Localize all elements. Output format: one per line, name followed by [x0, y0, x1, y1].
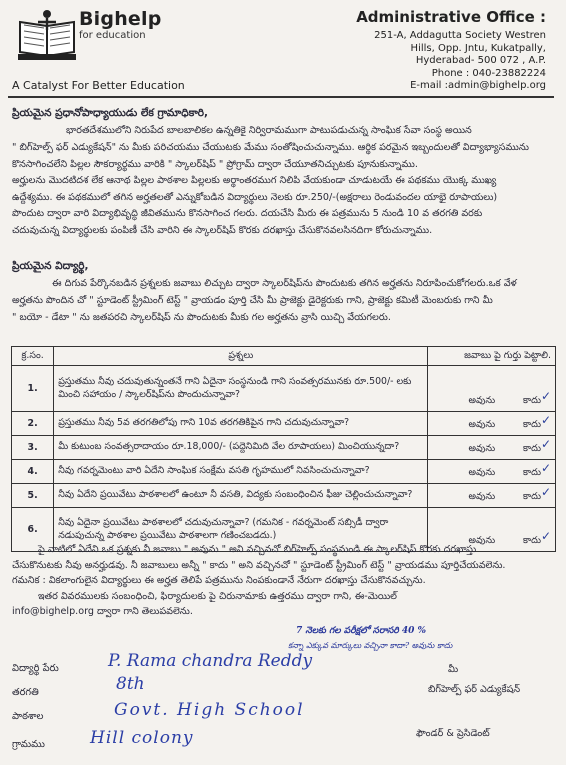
tagline: A Catalyst For Better Education	[12, 79, 185, 92]
office-title: Administrative Office :	[356, 8, 546, 26]
row-number: 5.	[12, 484, 54, 508]
table-row	[12, 366, 556, 412]
paragraph-1-cont	[12, 140, 550, 239]
salutation-student: ప్రియమైన విద్యార్థి,	[12, 260, 89, 272]
answer-cell[interactable]	[428, 436, 556, 460]
table-row	[12, 412, 556, 436]
paragraph-line: పొందుట ద్వారా వారి విద్యాభివృద్ధి జీవితమును కొనసాగించ గలరు. దయచేసి మీరు ఈ పత్రమును 5 నుండి 10 వ తరగతి వరకు	[12, 208, 483, 219]
paragraph-line: అర్హతను పొందిన చో " స్టూడెంట్ స్ట్రీమింగ్ టెస్ట్ " వ్రాయడం పూర్తి చేసి మీ ప్రాజెక్టు డైరెక్టరుకు గాని, ప్రాజెక్టు కమిటీ మెంబరుకు గాని మీ	[12, 295, 493, 306]
paragraph-line: చదువుచున్న విద్యార్థులకు పంపిణీ చేసి వారిని ఈ స్కాలర్‌షిప్ కొరకు దరఖాస్తు చేసుకొనవలసినదిగా కోరుచున్నాము.	[12, 224, 433, 236]
row-question: ప్రస్తుతము నీవు చదువుతున్నంతనే గాని ఏదైనా సంస్థనుండి గాని సంవత్సరమునకు రూ.500/- లకు మించి సహాయం / స్కాలర్‌షిప్‌ను పొందుచున్నావా?	[54, 366, 428, 412]
col-sn-header: క్ర.సం.	[12, 347, 54, 366]
office-line: Hills, Opp. Jntu, Kukatpally,	[410, 42, 546, 54]
table-row	[12, 460, 556, 484]
footer-notes	[12, 542, 552, 620]
answer-cell[interactable]	[428, 484, 556, 508]
no-option[interactable]: కాదు	[523, 491, 541, 502]
no-option[interactable]: కాదు	[523, 395, 541, 406]
paragraph-line: ఈ దిగువ పేర్కొనబడిన ప్రశ్నలకు జవాబు లిచ్చుట ద్వారా స్కాలర్‌షిప్‌ను పొందుటకు తగిన అర్హతను నిరూపించుకోగలరు.ఒక వేళ	[52, 278, 517, 289]
answer-cell[interactable]	[428, 460, 556, 484]
brand-sub: for education	[79, 30, 146, 41]
paragraph-2-cont	[12, 293, 550, 326]
yes-option[interactable]: అవును	[468, 491, 496, 502]
handwritten-note-1: 7 నెలకు గల పరీక్షలో సరాసరి 40 %	[296, 626, 427, 636]
class-value[interactable]: 8th	[116, 674, 145, 694]
school-label: పాఠశాల	[12, 711, 44, 722]
paragraph-line: ఉద్దేశ్యము. ఈ పథకములో తగిన అర్హతలతో ఎన్నుకోబడిన విద్యార్థులు నెలకు రూ.250/-(అక్షరాలు రెండువందల యాభై రూపాయలు)	[12, 191, 498, 203]
paragraph-line: అర్హులను మొదటిదశ లేక ఆనాథ పిల్లల పాఠశాల పిల్లలకు అర్థాంతరముగ నిలిపి వేయకుండా చూడుటయే ఈ పథకము యొక్క ముఖ్య	[12, 175, 497, 186]
row-question: మీ కుటుంబ సంవత్సరాదాయం రూ.18,000/- (పద్దెనిమిది వేల రూపాయలు) మించియున్నదా?	[54, 436, 428, 460]
paragraph-line: " బయో - డేటా " ను జతపరచి స్కాలర్‌షిప్ ను పొందుటకు మీకు గల అర్హతను వ్రాసి యిచ్చి వేయగలరు.	[12, 311, 391, 323]
check-mark-icon: ✓	[540, 413, 551, 427]
no-option[interactable]: కాదు	[523, 419, 541, 430]
answer-cell[interactable]	[428, 366, 556, 412]
table-header-row	[12, 347, 556, 366]
row-question: ప్రస్తుతము నీవు 5వ తరగతిలోపు గాని 10వ తరగతికిపైన గాని చదువుచున్నావా?	[54, 412, 428, 436]
row-number: 1.	[12, 366, 54, 412]
check-mark-icon: ✓	[540, 437, 551, 451]
brand-name: Bighelp	[79, 8, 162, 30]
eligibility-table	[11, 346, 556, 552]
table-row	[12, 484, 556, 508]
footer-line: info@bighelp.org ద్వారా గాని తెలుపవలెను.	[12, 606, 193, 617]
no-option[interactable]: కాదు	[523, 443, 541, 454]
village-value[interactable]: Hill colony	[90, 728, 194, 748]
table-row	[12, 436, 556, 460]
row-question: నీవు ఏదైనా ప్రయివేటు పాఠశాలలో చదువుచున్నావా? (గమనిక - గవర్నమెంట్ సబ్సిడీ ద్వారా నడుపుచున్న పాఠశాల ప్రయివేటు పాఠశాలగా గణించబడదు.)	[54, 508, 428, 552]
header-divider	[8, 96, 554, 98]
brand-block	[79, 8, 162, 41]
no-option[interactable]: కాదు	[523, 535, 541, 546]
student-name-row	[12, 662, 59, 676]
village-row	[12, 738, 45, 752]
school-row	[12, 710, 44, 724]
row-question: నీవు ఏదేని ప్రయివేటు పాఠశాలలో ఉంటూ నీ వసతి, విద్యకు సంబంధించిన ఫీజు చెల్లించుచున్నావా?	[54, 484, 428, 508]
yes-option[interactable]: అవును	[468, 395, 496, 406]
office-line: E-mail :admin@bighelp.org	[410, 80, 546, 91]
paragraph-line: " బిగ్‌హెల్ప్ ఫర్ ఎడ్యుకేషన్" ను మీకు పరిచయము చేయుటకు మేము సంతోషించుచున్నాము. ఆర్థిక పరమైన ఇబ్బందులతో విద్యాభ్యాసమును	[12, 142, 529, 153]
paragraph-line: కొనసాగించలేని పిల్లల సౌకర్యార్థము వారికి " స్కాలర్‌షిప్ " ప్రోగ్రామ్ ద్వారా చేయూతనిచ్చుటకు పూనుకున్నాము.	[12, 158, 418, 170]
signature-line-3: ఫౌండర్ & ప్రెసిడెంట్	[416, 728, 490, 739]
row-question: నీవు గవర్నమెంటు వారి ఏదేని సాంఘిక సంక్షేమ వసతి గృహములో నివసించుచున్నావా?	[54, 460, 428, 484]
check-mark-icon: ✓	[540, 389, 551, 403]
paragraph-2	[12, 276, 550, 293]
yes-option[interactable]: అవును	[468, 443, 496, 454]
row-number: 4.	[12, 460, 54, 484]
class-row	[12, 686, 39, 700]
student-name-value[interactable]: P. Rama chandra Reddy	[108, 651, 313, 671]
office-address	[356, 8, 546, 93]
yes-option[interactable]: అవును	[468, 535, 496, 546]
yes-option[interactable]: అవును	[468, 419, 496, 430]
class-label: తరగతి	[12, 687, 39, 698]
row-number: 2.	[12, 412, 54, 436]
signature-line-2: బిగ్‌హెల్ప్ ఫర్ ఎడ్యుకేషన్	[428, 684, 521, 695]
handwritten-note-2: కన్నా ఎక్కువ మార్కులు వచ్చినా కాదా? అవును కాదు	[288, 641, 453, 650]
col-question-header: ప్రశ్నలు	[54, 347, 428, 366]
signature-line-1: మీ	[448, 664, 459, 675]
footer-line: ఇతర వివరములకు సంబంధించి, ఫిర్యాదులకు పై చిరునామాకు ఉత్తరము ద్వారా గాని, ఈ-మెయిల్	[38, 590, 397, 602]
footer-line: గమనిక : వికలాంగులైన విద్యార్థులు ఈ అర్హత తెలిపే పత్రమును నింపకుండానే నేరుగా దరఖాస్తు చేసుకొనవచ్చును.	[12, 575, 426, 586]
salutation-teacher: ప్రియమైన ప్రధానోపాధ్యాయుడు లేక గ్రామాధికారి,	[12, 107, 209, 119]
office-line: Hyderabad- 500 072 , A.P.	[415, 55, 546, 66]
school-value[interactable]: Govt. High School	[114, 700, 305, 720]
no-option[interactable]: కాదు	[523, 467, 541, 478]
village-label: గ్రామము	[12, 739, 45, 750]
yes-option[interactable]: అవును	[468, 467, 496, 478]
paragraph-1	[12, 123, 550, 140]
check-mark-icon: ✓	[540, 461, 551, 475]
check-mark-icon: ✓	[540, 529, 551, 543]
office-line: 251-A, Addagutta Society Westren	[374, 30, 546, 41]
paragraph-line: భారతదేశములోని నిరుపేద బాలబాలికల ఉన్నతికై నిర్విరామముగా పాటుపడుచున్న సాంఘిక సేవా సంస్థ అయిన	[66, 125, 472, 136]
col-answer-header: జవాబు పై గుర్తు పెట్టాలి.	[428, 347, 556, 366]
answer-cell[interactable]	[428, 412, 556, 436]
check-mark-icon: ✓	[540, 485, 551, 499]
footer-line: చేసుకొనుటకు నీవు అనర్హుడవు. నీ జవాబులు అన్నీ " కాదు " అని వచ్చినచో " స్టూడెంట్ స్ట్రీమింగ్ టెస్ట్ " వ్రాయడము పూర్తిచేయవలెను.	[12, 559, 506, 571]
student-name-label: విద్యార్థి పేరు	[12, 663, 59, 674]
footer-line: పై వాటిలో ఏదేని ఒక ప్రశ్నకు నీ జవాబు " అవును " అని వచ్చినచో బిగ్‌హెల్ప్ సంస్థనుండి ఈ స్కాలర్‌షిప్ కొరకు దరఖాస్తు	[38, 544, 477, 555]
office-line: Phone : 040-23882224	[431, 67, 546, 79]
row-number: 6.	[12, 508, 54, 552]
row-number: 3.	[12, 436, 54, 460]
